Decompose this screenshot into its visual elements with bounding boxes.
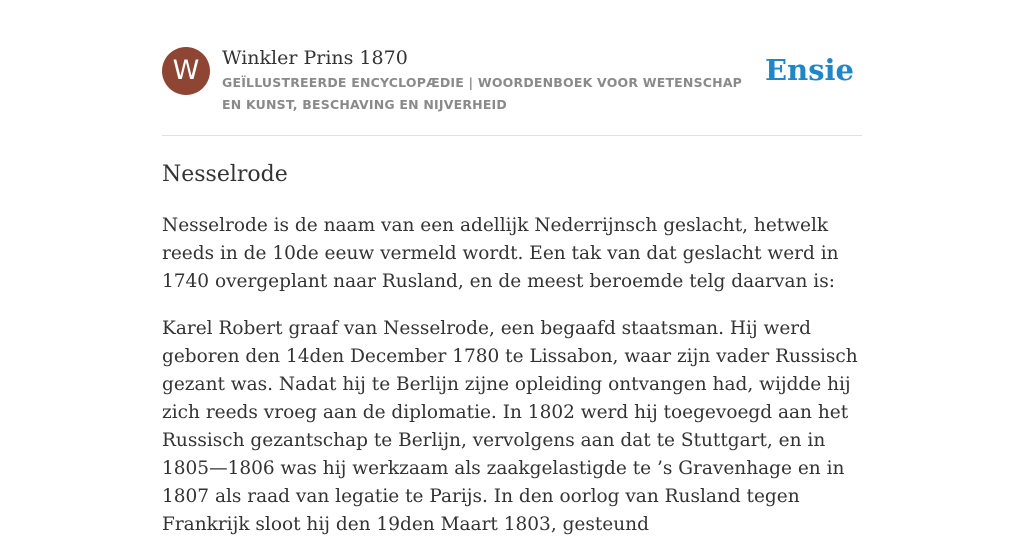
brand-logo[interactable]: Ensie (765, 53, 854, 87)
header-divider (162, 135, 862, 136)
header (162, 46, 862, 116)
article-body (162, 212, 862, 558)
article-title: Nesselrode (162, 162, 288, 187)
avatar[interactable]: W (162, 47, 210, 95)
article-paragraph-1: Nesselrode is de naam van een adellijk Nederrijnsch geslacht, hetwelk reeds in de 10de eeuw vermeld wordt. Een tak van dat geslacht werd in 1740 overgeplant naar Rusland, en de meest beroemde telg daarvan is: (162, 215, 839, 292)
book-subtitle: GEÏLLUSTREERDE ENCYCLOPÆDIE | WOORDENBOEK VOOR WETENSCHAP EN KUNST, BESCHAVING EN NIJVERHEID (222, 75, 743, 112)
book-title[interactable]: Winkler Prins 1870 (222, 47, 408, 69)
article-paragraph-2: Karel Robert graaf van Nesselrode, een begaafd staatsman. Hij werd geboren den 14den December 1780 te Lissabon, waar zijn vader Russisch gezant was. Nadat hij te Berlijn zijne opleiding ontvangen had, wijdde hij zich reeds vroeg aan de diplomatie. In 1802 werd hij toegevoegd aan het Russisch gezantschap te Berlijn, vervolgens aan dat te Stuttgart, en in 1805—1806 was hij werkzaam als zaakgelastigde te ’s Gravenhage en in 1807 als raad van legatie te Parijs. In den oorlog van Rusland tegen Frankrijk sloot hij den 19den Maart 1803, gesteund (162, 318, 858, 535)
